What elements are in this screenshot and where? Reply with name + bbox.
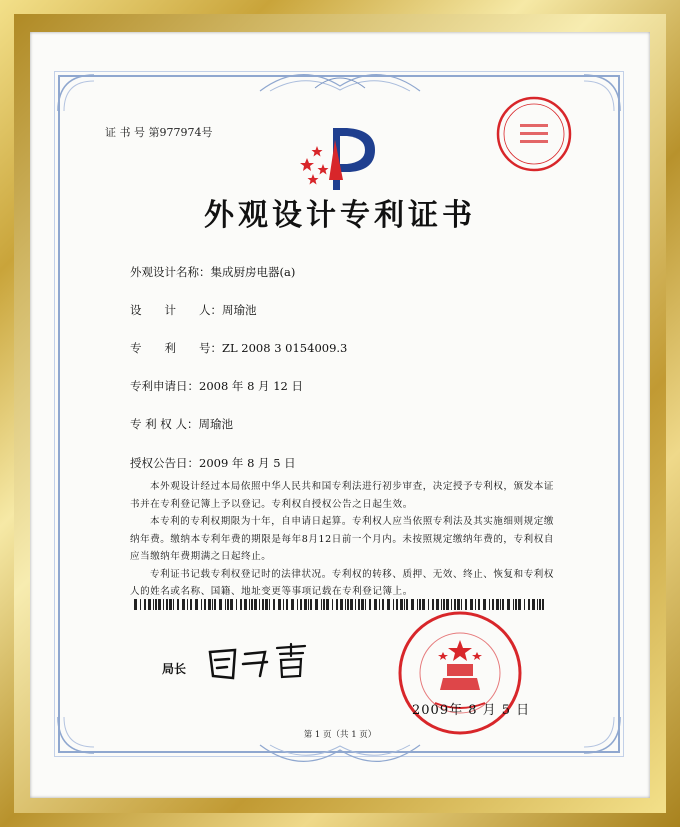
certificate-body bbox=[130, 478, 560, 601]
director-signature-icon bbox=[205, 640, 315, 685]
body-paragraph: 专利证书记载专利权登记时的法律状况。专利权的转移、质押、无效、终止、恢复和专利权人的姓名或名称、国籍、地址变更等事项记载在专利登记簿上。 bbox=[130, 568, 555, 597]
bottom-ornament-icon bbox=[255, 740, 425, 770]
field-patent-number bbox=[130, 340, 347, 356]
director-label: 局长 bbox=[162, 662, 187, 676]
official-red-seal-icon bbox=[395, 608, 525, 738]
field-value: 2009 年 8 月 5 日 bbox=[199, 456, 296, 470]
top-ornament-icon bbox=[255, 66, 425, 96]
body-paragraph: 本专利的专利权期限为十年，自申请日起算。专利权人应当依照专利法及其实施细则规定缴纳年费。缴纳本专利年费的期限是每年8月12日前一个月内。未按照规定缴纳年费的，专利权自应当缴纳年费期满之日起终止。 bbox=[130, 516, 555, 562]
field-label: 专利申请日： bbox=[130, 379, 199, 393]
field-patentee bbox=[130, 416, 233, 432]
field-value: 2008 年 8 月 12 日 bbox=[199, 379, 303, 393]
field-grant-date bbox=[130, 455, 296, 471]
field-value: 周瑜池 bbox=[198, 417, 233, 431]
field-label: 授权公告日： bbox=[130, 456, 199, 470]
field-value: ZL 2008 3 0154009.3 bbox=[222, 341, 348, 355]
field-label: 外观设计名称： bbox=[130, 265, 211, 279]
corner-ornament-icon bbox=[582, 73, 622, 113]
field-label: 设 计 人： bbox=[130, 303, 222, 317]
field-design-name bbox=[130, 264, 295, 280]
seal-date: 2009年 8 月 5 日 bbox=[412, 703, 531, 718]
field-label: 专 利 号： bbox=[130, 341, 222, 355]
small-red-seal-icon bbox=[494, 94, 574, 174]
patent-office-logo-icon bbox=[295, 120, 385, 195]
certificate-title: 外观设计专利证书 bbox=[204, 198, 476, 233]
certificate-number: 证 书 号 第977974号 bbox=[105, 126, 213, 139]
field-value: 集成厨房电器(a) bbox=[210, 265, 296, 279]
page-number: 第 1 页（共 1 页） bbox=[303, 730, 377, 740]
corner-ornament-icon bbox=[56, 73, 96, 113]
body-paragraph: 本外观设计经过本局依照中华人民共和国专利法进行初步审查，决定授予专利权，颁发本证书并在专利登记簿上予以登记。专利权自授权公告之日起生效。 bbox=[130, 481, 555, 510]
field-value: 周瑜池 bbox=[222, 303, 257, 317]
field-designer bbox=[130, 302, 257, 318]
field-label: 专 利 权 人： bbox=[130, 417, 199, 431]
field-application-date bbox=[130, 378, 303, 394]
